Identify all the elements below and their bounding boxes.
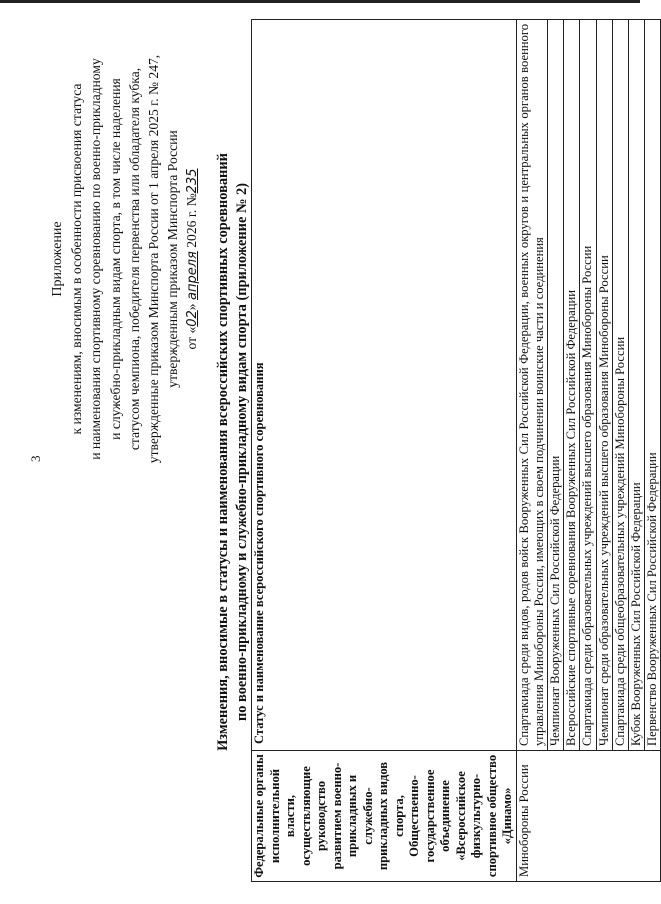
appendix-line: утвержденным приказом Минспорта России [165, 130, 181, 388]
appendix-line: статусом чемпиона, победителя первенства или обладателя кубка, [126, 67, 142, 451]
heading-line: по военно-прикладному и служебно-прикладному видам спорта (приложение № 2) [234, 182, 250, 722]
appendix-line: к изменениям, вносимым в особенности присвоения статуса [69, 83, 85, 435]
cell-competition: Первенство Вооруженных Сил Российской Федерации [645, 20, 661, 751]
table-header-row [252, 20, 517, 882]
order-number-handwritten: 235 [185, 168, 201, 194]
date-day-handwritten: 02 [185, 310, 201, 327]
competitions-table [251, 19, 661, 882]
document-heading [214, 0, 252, 904]
appendix-date-line [182, 24, 202, 494]
header-competition-status: Статус и наименование всероссийского спортивного соревнования [252, 20, 517, 751]
cell-competition: Чемпионат Вооруженных Сил Российской Федерации [547, 20, 563, 751]
date-year: 2026 г. № [184, 193, 200, 248]
cell-competition: Спартакиада среди образовательных учреждений высшего образования Минобороны России [580, 20, 596, 751]
appendix-title: Приложение [50, 221, 65, 297]
heading-line: Изменения, вносимые в статусы и наименования всероссийских спортивных соревнований [215, 153, 231, 751]
date-prefix: от « [184, 326, 200, 350]
cell-competition: Всероссийские спортивные соревнования Вооруженных Сил Российской Федерации [564, 20, 580, 751]
date-mid: » [184, 303, 200, 311]
cell-competition: Чемпионат среди образовательных учреждений высшего образования Минобороны России [596, 20, 612, 751]
appendix-line: утвержденные приказом Минспорта России от 1 апреля 2025 г. № 247, [146, 54, 162, 464]
cell-competition: Кубок Вооруженных Сил Российской Федерации [628, 20, 644, 751]
appendix-line: и наименования спортивному соревнованию по военно-прикладному [88, 58, 104, 460]
appendix-block [48, 24, 203, 494]
table-row [516, 20, 547, 882]
header-authority: Федеральные органы исполнительной власти, осуществляющие руководство развитием военно-прикладных и служебно-прикладных видов спорта, Общественно-государственное объединение «Всероссийское физкультурно-спортивное общество «Динамо» [252, 751, 517, 882]
cell-competition: Спартакиада среди общеобразовательных учреждений Минобороны России [612, 20, 628, 751]
page-number: 3 [28, 455, 43, 462]
cell-competition: Спартакиада среди видов, родов войск Вооруженных Сил Российской Федерации, военных округов и центральных органов военного управления Минобороны России, имеющих в своем подчинении воинские части и соединения [516, 20, 547, 751]
cell-organization: Минобороны России [516, 751, 661, 882]
appendix-line: и служебно-прикладным видам спорта, в том числе наделения [107, 78, 123, 440]
date-month-handwritten: апреля [185, 251, 201, 300]
